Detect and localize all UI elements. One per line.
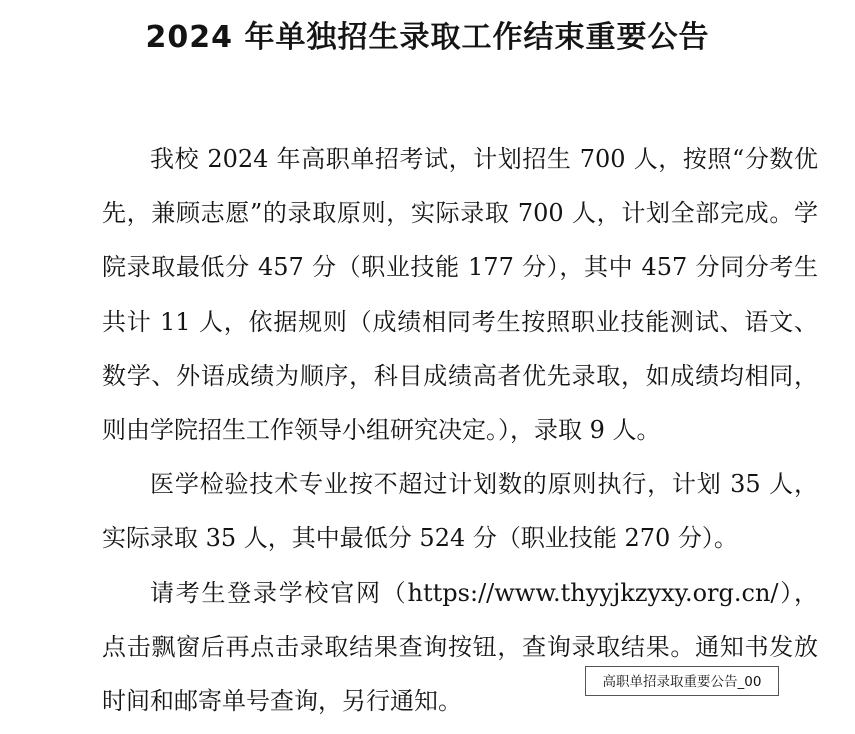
image-filename-tooltip: 高职单招录取重要公告_00 <box>585 666 779 696</box>
paragraph-admission-summary: 我校 2024 年高职单招考试，计划招生 700 人，按照“分数优先，兼顾志愿”的录取原则，实际录取 700 人，计划全部完成。学院录取最低分 457 分（职业技能 177 分），其中 457 分同分考生共计 11 人，依据规则（成绩相同考生按照职业技能测试、语文、数学、外语成绩为顺序，科目成绩高者优先录取，如成绩均相同，则由学院招生工作领导小组研究决定。），录取 9 人。 <box>102 145 818 445</box>
document-title: 2024 年单独招生录取工作结束重要公告 <box>145 20 710 55</box>
paragraph-medical-lab: 医学检验技术专业按不超过计划数的原则执行，计划 35 人，实际录取 35 人，其中最低分 524 分（职业技能 270 分）。 <box>102 470 818 553</box>
paragraph-query-instructions: 请考生登录学校官网（https://www.thyyjkzyxy.org.cn/），点击飘窗后再点击录取结果查询按钮，查询录取结果。通知书发放时间和邮寄单号查询，另行通知。 <box>102 578 818 716</box>
document-body <box>102 132 818 728</box>
